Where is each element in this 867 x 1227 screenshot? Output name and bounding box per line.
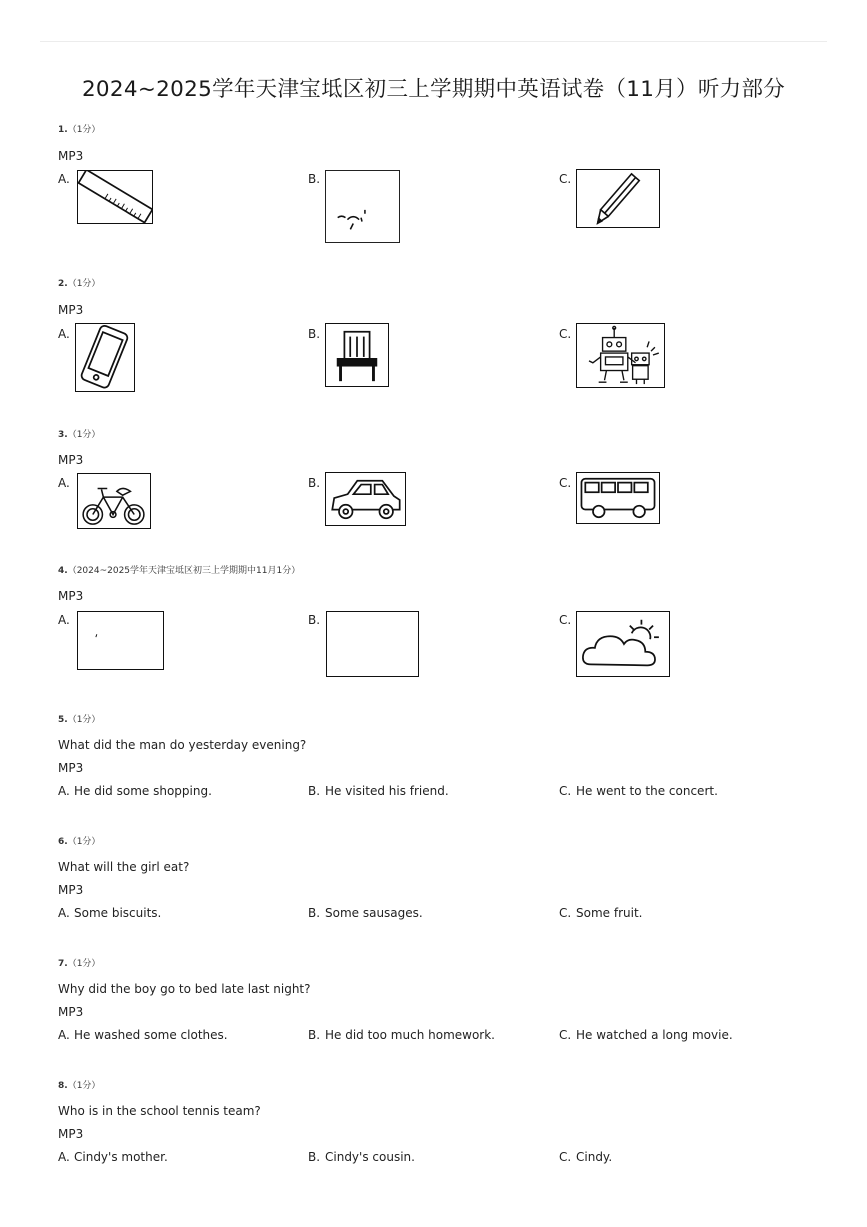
q6-option-c-text[interactable]: Some fruit. (576, 906, 643, 920)
q1-option-a-letter: A. (58, 172, 70, 186)
pencil-icon (577, 170, 659, 227)
q5-option-b-text[interactable]: He visited his friend. (325, 784, 449, 798)
q8-option-c-letter: C. (559, 1150, 572, 1164)
blank-picture-b[interactable] (326, 611, 419, 677)
q7-option-c-letter: C. (559, 1028, 572, 1042)
blank-picture-a[interactable] (77, 611, 164, 670)
bus-image[interactable] (576, 472, 660, 524)
q8-option-a-letter: A. (58, 1150, 70, 1164)
ruler-image[interactable] (77, 170, 153, 224)
question-7-stem: Why did the boy go to bed late last night? (58, 982, 311, 996)
q6-option-c-letter: C. (559, 906, 572, 920)
question-2-header: 2.（1分） (58, 279, 101, 289)
phone-icon (76, 324, 134, 391)
question-2-audio[interactable]: MP3 (58, 303, 84, 317)
pencil-image[interactable] (576, 169, 660, 228)
q8-option-b-text[interactable]: Cindy's cousin. (325, 1150, 415, 1164)
question-6-stem: What will the girl eat? (58, 860, 190, 874)
q5-option-b-letter: B. (308, 784, 321, 798)
question-8-stem: Who is in the school tennis team? (58, 1104, 261, 1118)
car-image[interactable] (325, 472, 406, 526)
blank-icon (78, 612, 163, 669)
cloud-sun-icon (577, 612, 669, 676)
q2-option-b-letter: B. (308, 327, 321, 341)
q8-option-b-letter: B. (308, 1150, 321, 1164)
question-3-audio[interactable]: MP3 (58, 453, 84, 467)
q3-option-c-letter: C. (559, 476, 572, 490)
q2-option-a-letter: A. (58, 327, 70, 341)
question-7-header: 7.（1分） (58, 959, 101, 969)
q6-option-a-letter: A. (58, 906, 70, 920)
q6-option-b-text[interactable]: Some sausages. (325, 906, 423, 920)
q8-option-a-text[interactable]: Cindy's mother. (74, 1150, 168, 1164)
q6-option-b-letter: B. (308, 906, 321, 920)
q5-option-c-letter: C. (559, 784, 572, 798)
ruler-icon (78, 171, 152, 223)
car-icon (326, 473, 405, 525)
q8-option-c-text[interactable]: Cindy. (576, 1150, 613, 1164)
question-3-header: 3.（1分） (58, 430, 101, 440)
q1-option-c-letter: C. (559, 172, 572, 186)
q5-option-a-letter: A. (58, 784, 70, 798)
question-7-audio[interactable]: MP3 (58, 1005, 84, 1019)
question-6-header: 6.（1分） (58, 837, 101, 847)
chair-icon (326, 324, 388, 386)
robot-icon (577, 324, 664, 387)
bicycle-image[interactable] (77, 473, 151, 529)
cloud-sun-image[interactable] (576, 611, 670, 677)
bus-icon (577, 473, 659, 523)
q7-option-c-text[interactable]: He watched a long movie. (576, 1028, 733, 1042)
partial-sketch-image[interactable] (325, 170, 400, 243)
mobile-phone-image[interactable] (75, 323, 135, 392)
q7-option-a-letter: A. (58, 1028, 70, 1042)
question-1-audio[interactable]: MP3 (58, 149, 84, 163)
q2-option-c-letter: C. (559, 327, 572, 341)
question-5-stem: What did the man do yesterday evening? (58, 738, 307, 752)
question-1-header: 1.（1分） (58, 125, 101, 135)
q3-option-b-letter: B. (308, 476, 321, 490)
robots-image[interactable] (576, 323, 665, 388)
question-8-header: 8.（1分） (58, 1081, 101, 1091)
chair-image[interactable] (325, 323, 389, 387)
q4-option-c-letter: C. (559, 613, 572, 627)
question-5-header: 5.（1分） (58, 715, 101, 725)
q7-option-b-letter: B. (308, 1028, 321, 1042)
q1-option-b-letter: B. (308, 172, 321, 186)
q7-option-a-text[interactable]: He washed some clothes. (74, 1028, 228, 1042)
question-4-audio[interactable]: MP3 (58, 589, 84, 603)
sketch-icon (326, 171, 399, 242)
q7-option-b-text[interactable]: He did too much homework. (325, 1028, 495, 1042)
q5-option-c-text[interactable]: He went to the concert. (576, 784, 718, 798)
question-4-header: 4.（2024~2025学年天津宝坻区初三上学期期中11月1分） (58, 566, 301, 576)
q3-option-a-letter: A. (58, 476, 70, 490)
page-title: 2024~2025学年天津宝坻区初三上学期期中英语试卷（11月）听力部分 (81, 77, 786, 102)
question-6-audio[interactable]: MP3 (58, 883, 84, 897)
question-8-audio[interactable]: MP3 (58, 1127, 84, 1141)
q4-option-a-letter: A. (58, 613, 70, 627)
bicycle-icon (78, 474, 150, 528)
q5-option-a-text[interactable]: He did some shopping. (74, 784, 212, 798)
q6-option-a-text[interactable]: Some biscuits. (74, 906, 162, 920)
q4-option-b-letter: B. (308, 613, 321, 627)
page-top-divider (40, 41, 827, 42)
question-5-audio[interactable]: MP3 (58, 761, 84, 775)
